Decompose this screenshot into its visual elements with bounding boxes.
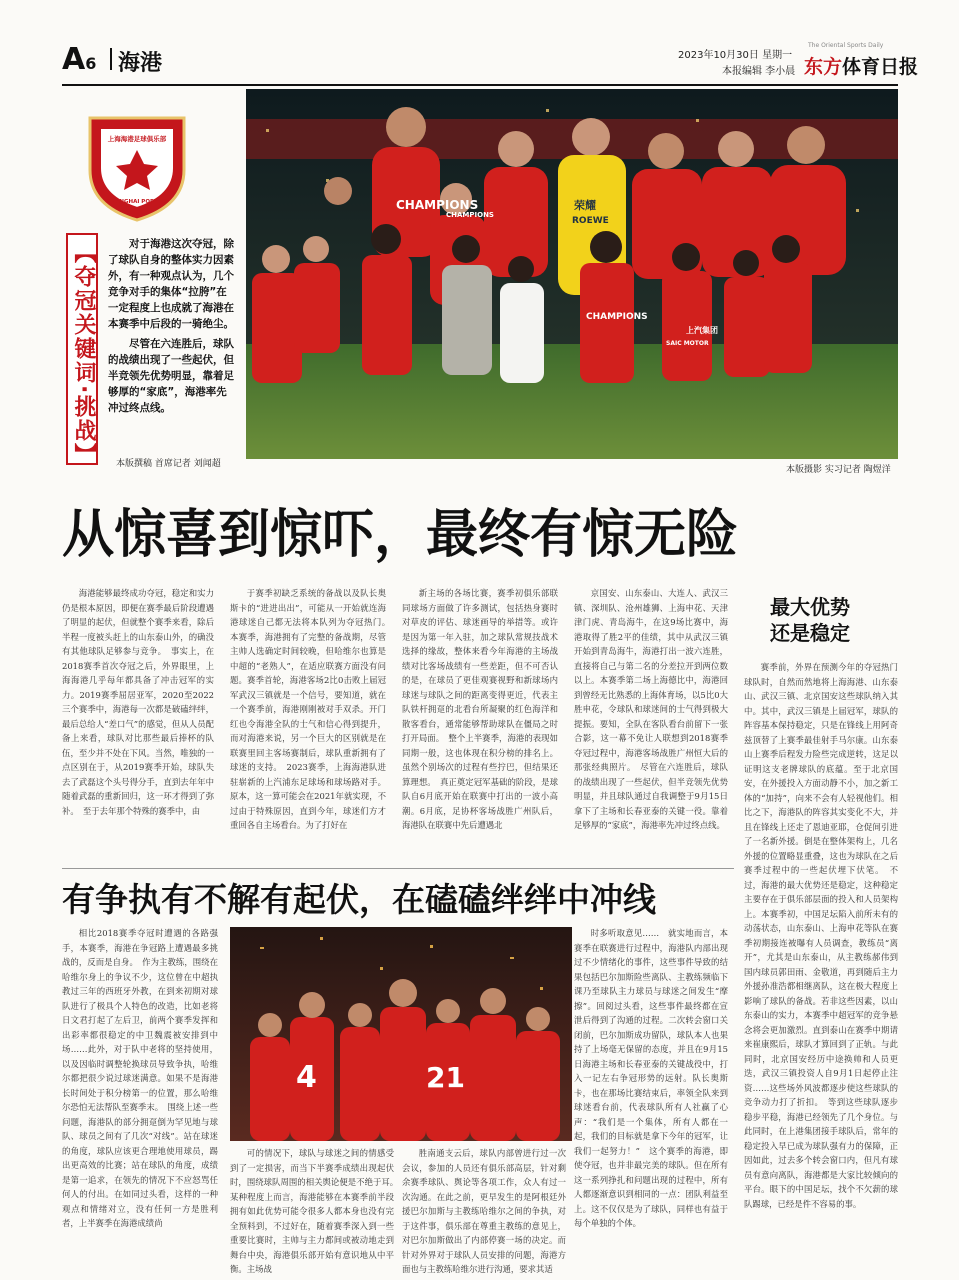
article-column: 海港能够最终成功夺冠，稳定和实力仍是根本原因，即便在赛季最后阶段遭遇了明显的起伏，但就整个赛季来看，除后半程一度被头赶上的山东泰山外，的确没有其他球队足够参与竞争。 事实上，在2018赛季首次夺冠之后，外界眼里，上海海港几乎每年都具备了冲击冠军的实力。2019赛季屈居亚军，2020至2022三个赛季中，海港每一次都是破磕绊绊，最后总给人“差口气”的感觉，但从人员配备上来看，球队对比那些最后捧杯的队伍，至少并不处在下风。当然，唯独的一点区别在于，从2019赛季开始，球队失去了武磊这个头号得分手，直到去年年中随着武磊的重新回归，这一环才得到了弥补。 至于去年那个特殊的赛季中，由 bbox=[62, 588, 214, 816]
club-crest-icon bbox=[86, 110, 188, 222]
article-column: 可的情况下，球队与球迷之间的情感受到了一定损害，而当下半赛季成绩出现起伏时，围绕球队周围的相关舆论便是不绝于耳。 某种程度上而言，海港能够在本赛季前半段拥有如此优势可能令很多人都本身也没有完全预料到，不过好在，随着赛季深入到一些重要比赛时，主帅与主力都间或被动地走到舞台中央，海港俱乐部开始有意识地从中平衡。主场战 bbox=[230, 1148, 403, 1274]
date-line: 2023年10月30日 星期一 bbox=[678, 50, 793, 61]
article-column: 时多听取意见…… 就实地而言，本赛季在联赛进行过程中，海港队内部出现过不少情绪化的事件，这些事件导致的结果包括巴尔加斯险些离队、主教练频临下课乃至球队主力球员与球迷之间发生“摩擦”。回阅过头看，这些事件最终都在宣泄后得到了沟通的过程。二次转会窗口关闭前，巴尔加斯成功留队，球队本人也果持了上场毫无保留的态度，并且在9月15日海港主场和长春亚泰的关键战役中，打入一记左右争冠形势的远射。队长奥斯卡，也在那场比赛结束后，率领全队来到球迷看台前，代表球队所有人社赢了心声：“我们是一个集体，所有人都在一起，我们的目标就是拿下今年的冠军，让我们一起努力！” 这个赛季的海港，即使夺冠，也并非最完美的球队。但在所有这一系列挣扎和问题出现的过程中，所有人都逐渐意识到相同的一点：团队利益至上。这不仅仅是为了球队，同样也有益于每个单独的个体。 bbox=[574, 928, 728, 1228]
lead-text bbox=[108, 236, 236, 420]
lead-paragraph: 尽管在六连胜后，球队的战绩出现了一些起伏，但半竞领先优势明显，靠着足够厚的“家底”，海港率先冲过终点线。 bbox=[108, 338, 234, 414]
article-column: 胜南通支云后，球队内部曾进行过一次会议，参加的人员还有俱乐部高层，针对剩余赛季球队、舆论等各项工作，众人有过一次沟通。在此之前，更早发生的是阿根廷外援巴尔加斯与主教练哈维尔之间的争执，对于这件事，俱乐部在尊重主教练的意见上，对巴尔加斯做出了内部停赛一场的决定。而针对外界对于球队人员安排的问题，海港方面也与主教练哈维尔进行沟通，要求其适 bbox=[402, 1148, 566, 1274]
newspaper-logo: 东方体育日报 bbox=[804, 56, 919, 78]
article-column: 相比2018赛季夺冠时遭遇的各路强手，本赛季，海港在争冠路上遭遇最多挑战的，反而是自身。 作为主教练，围绕在哈维尔身上的争议不少，这位曾在中超执教过三年的西班牙外教，在到来初期对球队进行了极具个人特色的改造，比如老将日文君打起了左后卫，前两个赛季发挥和出彩率都很稳定的中卫魏震被安排到中场……此外，对于队中老将的坚持使用，以及因临时调整轮换球员导致争执，哈维尔都把很少说过球迷满意。如果不是海港长时间处于积分榜第一的位置，那么哈维尔恐怕无法帮队至赛季末。 围绕上述一些问题，海港队的部分拥趸倒为罕见地与球队、球员之间有了几次“对线”。站在球迷的角度，球队应该更合理地使用球员，踢出更高效的比赛；站在球队的角度，成绩是第一追求，在领先的情况下不应怒骂任何人的付出。在如同过头看，这样的一种观点和情绪对立，没有任何一方是胜利者，上半赛季在海港成绩尚 bbox=[62, 928, 218, 1228]
shirt-text: CHAMPIONS bbox=[586, 312, 648, 322]
photo2-illustration bbox=[230, 927, 572, 1141]
crest-top-text: 上海海港足球俱乐部 bbox=[107, 135, 167, 143]
lead-paragraph: 对于海港这次夺冠，除了球队自身的整体实力因素外，有一种观点认为，几个竞争对手的集体“拉胯”在一定程度上也成就了海港在本赛季中后段的一骑绝尘。 bbox=[108, 238, 234, 330]
page-number: A6 bbox=[62, 42, 97, 77]
header-rule bbox=[62, 84, 898, 86]
shirt-number: 4 bbox=[296, 1060, 317, 1095]
sidebar-title: 最大优势 还是稳定 bbox=[770, 595, 850, 645]
editor-line: 本报编辑 李小晨 bbox=[722, 66, 796, 77]
lead-byline: 本版撰稿 首席记者 刘闻超 bbox=[116, 459, 221, 469]
article-column: 于赛季初缺乏系统的备战以及队长奥斯卡的“进进出出”，可能从一开始就连海港球迷自己都无法将本队列为夺冠热门。 本赛季，海港拥有了完整的备战期，尽管主帅人选确定时间较晚，但哈维尔也算是中超的“老熟人”，在适应联赛方面没有问题。赛季首轮，海港客场2比0击败上届冠军武汉三镇就是一个信号，要知道，就在一个赛季前，海港刚刚被对手双杀。开门红也令海港全队的士气和信心得到提升，而对海港来说，另一个巨大的区别就是在联赛里回主客场赛制后，球队重新拥有了球迷的支持。 2023赛季，上海海港队进驻崭新的上汽浦东足球场和球场路对手。原本，这一算可能会在2021年就实现，不过由于特殊原因，直到今年，球迷们方才重回各自主场看台。为了打好在 bbox=[230, 588, 395, 830]
section-title: 海港 bbox=[118, 51, 163, 76]
shirt-text: 上汽集团 bbox=[686, 326, 718, 335]
shirt-text: CHAMPIONS bbox=[446, 211, 494, 219]
main-headline: 从惊喜到惊吓，最终有惊无险 bbox=[62, 505, 739, 565]
shirt-text: ROEWE bbox=[572, 216, 609, 226]
second-headline: 有争执有不解有起伏，在磕磕绊绊中冲线 bbox=[62, 880, 656, 919]
section-rule bbox=[62, 868, 734, 869]
shirt-number: 21 bbox=[426, 1061, 465, 1094]
keyword-box: 【夺冠关键词·挑战】 bbox=[66, 233, 98, 465]
article-column: 京国安、山东泰山、大连人、武汉三镇、深圳队、沧州雄狮、上海申花、天津津门虎、青岛海牛，在这9场比赛中，海港取得了胜2平的佳绩，其中从武汉三镇开始到青岛海牛，海港打出一波六连胜，直接将自己与第二名的分差拉开到两位数以上。本赛季第二场上海德比中，海港回到曾经无比熟悉的上海体育场，以5比0大胜申花，令球队和球迷间的士气得到极大提振。要知，全队在客队看台前留下一张合影，这一幕不免让人联想到2018赛季夺冠过程中，海港客场战胜广州恒大后的那张经典照片。 尽管在六连胜后，球队的战绩出现了一些起伏，但半竞领先优势明显，并且球队通过自我调整于9月15日拿下了主场和长春亚泰的关键一役。靠着足够厚的“家底”，海港率先冲过终点线。 bbox=[574, 588, 728, 830]
team-celebration-photo bbox=[246, 89, 898, 459]
shirt-text: 荣耀 bbox=[574, 199, 596, 212]
logo-subtitle: The Oriental Sports Daily bbox=[808, 42, 884, 49]
crest-bottom-text: SHANGHAI PORT FC bbox=[106, 199, 168, 205]
shirt-text: SAIC MOTOR bbox=[666, 340, 709, 347]
match-celebration-photo bbox=[230, 927, 572, 1141]
photo-credit: 本版摄影 实习记者 陶煜洋 bbox=[786, 465, 891, 475]
shirt-text: CHAMPIONS bbox=[396, 198, 479, 212]
header-divider bbox=[110, 48, 112, 70]
photo-illustration bbox=[246, 89, 898, 459]
sidebar-column: 赛季前，外界在预测今年的夺冠热门球队时，自然而然地将上海海港、山东泰山、武汉三镇、北京国安这些球队纳入其中。其中，武汉三镇是上届冠军，球队的阵容基本保持稳定，只是在锋线上用阿奇兹顶替了上赛季最佳射手马尔康。山东泰山上赛季后程发力险些完成逆转，这足以证明这支老牌球队的底蕴。至于北京国安，在外援投入方面动静不小，加之新工体的“加持”，向来不会有人轻视他们。相比之下，海港队的阵容其实变化不大，并且在锋线上还走了恩迪亚耶，仓促间引进了一名新外援。倒是在整体架构上，几名外援的位置略显重叠，这也为球队在之后赛季过程中的一些起伏埋下伏笔。 不过，海港的最大优势还是稳定，这种稳定主要存在于俱乐部层面的投入和人员架构上。本赛季初，中国足坛陷入前所未有的动荡状态，山东泰山、上海申花等队在赛季初期接连被曝有人员调查，教练员“离开”，尤其是山东泰山，从主教练郝伟到国内球员郭田雨、金敬道，再到随后主力外援孙准浩都相继离队，这在极大程度上影响了球队的备战。若非这些因素，以山东泰山的实力，本赛季中超冠军的竞争悬念将会更加激烈。直到泰山在赛季中期请来崔康熙后，球队才算回到了正轨。与此同时，北京国安经历中途换帅和人员更迭，武汉三镇投资人自9月1日起停止注资……这些场外风波都逐步使这些球队的竞争动力打了折扣。 等到这些球队逐步稳步平稳，海港已经领先了几个身位。与此同时，在上港集团接手球队后，常年的稳定投入早已成为球队强有力的保障，正因如此，过去多个转会窗口内，但凡有球员有意向离队，海港都是大家比较倾向的平台。眼下的中国足坛，找个不欠薪的球队踢球，已经是件不容易的事。 bbox=[744, 662, 898, 1209]
article-column: 新主场的各场比赛，赛季初俱乐部联同球场方面做了许多测试，包括热身赛时对草皮的评估、球迷画导的举措等。或许是因为第一年入驻，加之球队常规技战术选择的缘故，整体来看今年海港的主场战绩对比客场战绩有一些差距，但不可否认的是，在球员了更佳观赛视野和新球场内球迷与球队之间的距离变得更近，代表主队铁杆拥趸的北看台所凝聚的红色海洋和散客看台，通常能够帮助球队在僵局之时打开局面。 整个上半赛季，海港的表现如同期一般，这也体现在积分榜的排名上。虽然个别场次的过程有些拧巴，但结果还算理想。 真正奠定冠军基础的阶段，是球队自6月底开始在联赛中打出的一波小高潮。6月底，足协杯客场战胜广州队后，海港队在联赛中先后遭遇北 bbox=[402, 588, 558, 830]
